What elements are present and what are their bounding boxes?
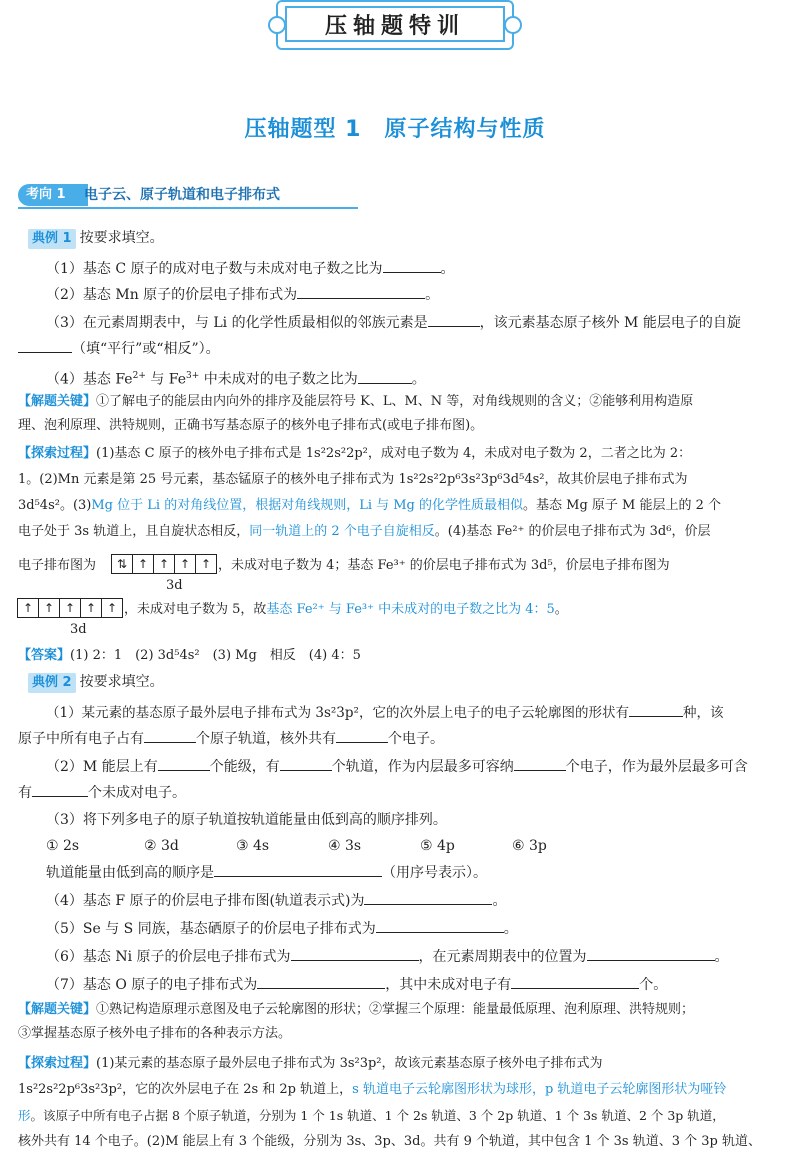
blank[interactable] <box>291 946 419 961</box>
orbital-label: 3d <box>166 578 183 593</box>
ex2-q3-answer: 轨道能量由低到高的顺序是 （用序号表示）。 <box>46 862 487 883</box>
ex2-q2-cont: 有 个未成对电子。 <box>18 782 186 803</box>
blank[interactable] <box>364 890 492 905</box>
ex2-proc-3: 形。该原子中所有电子占据 8 个原子轨道，分别为 1 个 1s 轨道、1 个 2s 轨道、3 个 2p 轨道、1 个 3s 轨道、2 个 3p 轨道， <box>18 1108 725 1123</box>
ornament-right-icon <box>504 16 522 34</box>
blank[interactable] <box>257 974 385 989</box>
ex2-q7: （7）基态 O 原子的电子排布式为 ，其中未成对电子有 个。 <box>46 974 667 995</box>
orbital-box: ↑ <box>17 598 39 618</box>
kaoxiang-text: 电子云、原子轨道和电子排布式 <box>84 187 280 203</box>
ex1-key: 【解题关键】①了解电子的能层由内向外的排序及能层符号 K、L、M、N 等，对角线规则的含义；②能够利用构造原 <box>18 394 694 409</box>
ex1-intro: 按要求填空。 <box>79 230 164 246</box>
blank[interactable] <box>214 862 382 877</box>
kaoxiang-underline <box>18 207 358 209</box>
ex2-heading: 典例 2 按要求填空。 <box>28 672 164 693</box>
ex2-tag: 典例 2 <box>28 673 76 693</box>
blank[interactable] <box>358 369 412 384</box>
orbital-box: ↑ <box>195 554 217 574</box>
ex2-q5: （5）Se 与 S 同族，基态硒原子的价层电子排布式为 。 <box>46 918 518 939</box>
blank[interactable] <box>629 702 683 717</box>
orbital-box: ↑ <box>59 598 81 618</box>
ex1-proc-6: ，未成对电子数为 5，故基态 Fe²⁺ 与 Fe³⁺ 中未成对的电子数之比为 4：5。 <box>124 602 568 617</box>
orbital-box: ↑ <box>101 598 123 618</box>
ex2-proc-1: 【探索过程】(1)某元素的基态原子最外层电子排布式为 3s²3p²，故该元素基态原子核外电子排布式为 <box>18 1056 603 1071</box>
ex1-proc-1: 【探索过程】(1)基态 C 原子的核外电子排布式是 1s²2s²2p²，成对电子数为 4，未成对电子数为 2，二者之比为 2： <box>18 446 692 461</box>
ex2-q4: （4）基态 F 原子的价层电子排布图(轨道表示式)为 。 <box>46 890 506 911</box>
orbital-box: ↑ <box>153 554 175 574</box>
ex1-proc-3: 3d⁵4s²。(3)Mg 位于 Li 的对角线位置，根据对角线规则，Li 与 Mg 的化学性质最相似。基态 Mg 原子 M 能层上的 2 个 <box>18 498 722 513</box>
ex1-q2: （2）基态 Mn 原子的价层电子排布式为 。 <box>46 284 439 305</box>
orbital-label: 3d <box>70 622 87 637</box>
ex1-q3: （3）在元素周期表中，与 Li 的化学性质最相似的邻族元素是 ，该元素基态原子核外 M 能层电子的自旋 <box>46 312 741 333</box>
ex2-q1: （1）某元素的基态原子最外层电子排布式为 3s²3p²，它的次外层上电子的电子云轮廓图的形状有 种，该 <box>46 702 723 723</box>
orbital-box: ↑ <box>132 554 154 574</box>
ex1-answer: 【答案】(1) 2：1 (2) 3d⁵4s² (3) Mg 相反 (4) 4：5 <box>18 648 361 663</box>
ex1-heading <box>28 228 164 249</box>
orbital-diagram-fe3 <box>18 598 123 618</box>
ex1-q4: （4）基态 $Fe^{2+}$ 与 $Fe^{3+}$ 中未成对的电子数之比为 。 <box>46 366 426 390</box>
blank[interactable] <box>297 284 425 299</box>
ex1-proc-5a: 电子排布图为 <box>18 558 97 573</box>
blank[interactable] <box>336 728 388 743</box>
blank[interactable] <box>587 946 715 961</box>
blank[interactable] <box>144 728 196 743</box>
ex2-q2: （2）M 能层上有 个能级，有 个轨道，作为内层最多可容纳 个电子，作为最外层最多可含 <box>46 756 748 777</box>
banner-title: 压轴题特训 <box>285 6 505 42</box>
orbital-diagram-fe2 <box>112 554 217 574</box>
orbital-box: ↑ <box>80 598 102 618</box>
ex2-key: 【解题关键】①熟记构造原理示意图及电子云轮廓图的形状；②掌握三个原理：能量最低原理、泡利原理、洪特规则； <box>18 1002 695 1017</box>
ex1-tag: 典例 1 <box>28 229 76 249</box>
blank[interactable] <box>511 974 639 989</box>
ex2-q1-cont: 原子中所有电子占有 个原子轨道，核外共有 个电子。 <box>18 728 444 749</box>
ex2-q3: （3）将下列多电子的原子轨道按轨道能量由低到高的顺序排列。 <box>46 812 447 828</box>
ex1-proc-5b: ，未成对电子数为 4；基态 Fe³⁺ 的价层电子排布式为 3d⁵，价层电子排布图为 <box>218 558 670 573</box>
ex2-q6: （6）基态 Ni 原子的价层电子排布式为 ，在元素周期表中的位置为 。 <box>46 946 729 967</box>
blank[interactable] <box>280 756 332 771</box>
orbital-box: ⇅ <box>111 554 133 574</box>
ex2-options: ① 2s ② 3d ③ 4s ④ 3s ⑤ 4p ⑥ 3p <box>46 838 547 854</box>
blank[interactable] <box>158 756 210 771</box>
ex1-q3-cont: （填“平行”或“相反”）。 <box>18 338 220 359</box>
ex1-proc-4: 电子处于 3s 轨道上，且自旋状态相反，同一轨道上的 2 个电子自旋相反。(4)基态 Fe²⁺ 的价层电子排布式为 3d⁶，价层 <box>18 524 711 539</box>
orbital-box: ↑ <box>38 598 60 618</box>
blank[interactable] <box>383 258 441 273</box>
ex1-q1: （1）基态 C 原子的成对电子数与未成对电子数之比为 。 <box>46 258 455 279</box>
blank[interactable] <box>32 782 88 797</box>
ex2-proc-4: 核外共有 14 个电子。(2)M 能层上有 3 个能级，分别为 3s、3p、3d。共有 9 个轨道，其中包含 1 个 3s 轨道、3 个 3p 轨道、 <box>18 1134 762 1149</box>
ex1-proc-2: 1。(2)Mn 元素是第 25 号元素，基态锰原子的核外电子排布式为 1s²2s²2p⁶3s²3p⁶3d⁵4s²，故其价层电子排布式为 <box>18 472 688 487</box>
ex2-key-cont: ③掌握基态原子核外电子排布的各种表示方法。 <box>18 1026 292 1041</box>
orbital-box: ↑ <box>174 554 196 574</box>
blank[interactable] <box>428 312 480 327</box>
blank[interactable] <box>18 338 72 353</box>
ex1-key-cont: 理、泡利原理、洪特规则，正确书写基态原子的核外电子排布式(或电子排布图)。 <box>18 418 484 433</box>
ornament-left-icon <box>268 16 286 34</box>
page-title: 压轴题型 1 原子结构与性质 <box>244 117 546 142</box>
kaoxiang-badge: 考向 1 <box>18 184 88 206</box>
ex2-proc-2: 1s²2s²2p⁶3s²3p²，它的次外层电子在 2s 和 2p 轨道上，s 轨道电子云轮廓图形状为球形，p 轨道电子云轮廓图形状为哑铃 <box>18 1082 727 1097</box>
kaoxiang-heading <box>18 184 358 208</box>
blank[interactable] <box>376 918 504 933</box>
blank[interactable] <box>514 756 566 771</box>
